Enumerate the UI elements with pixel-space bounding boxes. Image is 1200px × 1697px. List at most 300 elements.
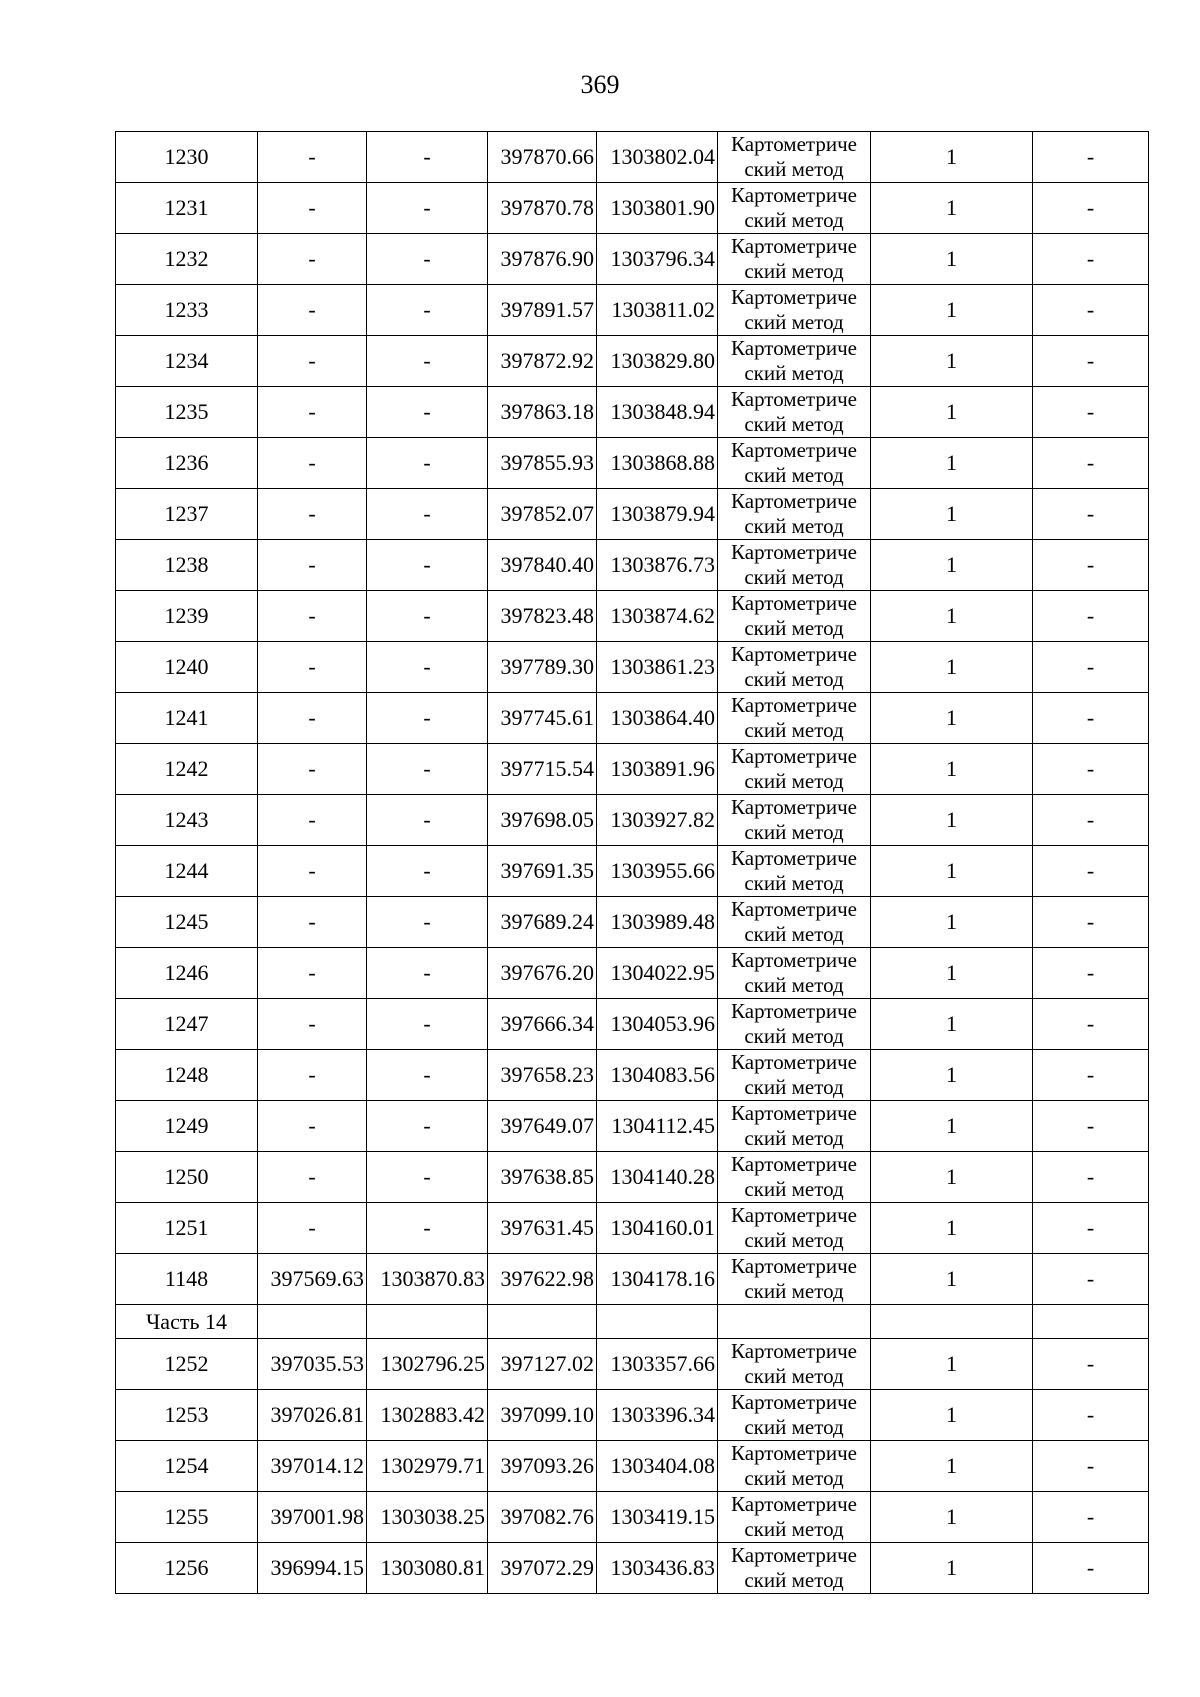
old-y-cell: -	[367, 1152, 488, 1203]
point-number-cell: 1230	[116, 132, 258, 183]
old-y-cell: -	[367, 489, 488, 540]
method-text-line: ский метод	[744, 361, 844, 385]
method-text-line: Картометриче	[731, 642, 857, 666]
method-text-line: ский метод	[744, 1364, 844, 1388]
new-y-cell: 1303989.48	[597, 897, 718, 948]
table-row	[116, 948, 1149, 999]
old-y-cell: -	[367, 693, 488, 744]
method-text-line: Картометриче	[731, 1203, 857, 1227]
description-cell: -	[1033, 897, 1149, 948]
table-row	[116, 1050, 1149, 1101]
method-cell	[718, 693, 871, 744]
old-y-cell: -	[367, 897, 488, 948]
method-text-line: Картометриче	[731, 1543, 857, 1567]
point-number-cell: 1250	[116, 1152, 258, 1203]
new-y-cell: 1303861.23	[597, 642, 718, 693]
accuracy-cell: 1	[871, 285, 1033, 336]
description-cell: -	[1033, 234, 1149, 285]
accuracy-cell: 1	[871, 540, 1033, 591]
accuracy-cell: 1	[871, 1441, 1033, 1492]
description-cell: -	[1033, 183, 1149, 234]
table-row	[116, 336, 1149, 387]
new-y-cell: 1304022.95	[597, 948, 718, 999]
method-text-line: ский метод	[744, 565, 844, 589]
table-row	[116, 1152, 1149, 1203]
point-number-cell: 1237	[116, 489, 258, 540]
method-text-line: ский метод	[744, 1075, 844, 1099]
method-text-line: ский метод	[744, 1024, 844, 1048]
method-text-line: Картометриче	[731, 540, 857, 564]
new-y-cell: 1303802.04	[597, 132, 718, 183]
old-y-cell: -	[367, 1101, 488, 1152]
method-text-line: Картометриче	[731, 387, 857, 411]
method-text-line: Картометриче	[731, 183, 857, 207]
method-text-line: Картометриче	[731, 234, 857, 258]
method-cell	[718, 132, 871, 183]
description-cell: -	[1033, 846, 1149, 897]
point-number-cell: 1253	[116, 1390, 258, 1441]
method-text-line: ский метод	[744, 1228, 844, 1252]
new-y-cell: 1303811.02	[597, 285, 718, 336]
page-number: 369	[580, 70, 620, 99]
method-cell	[718, 1203, 871, 1254]
method-text-line: ский метод	[744, 1126, 844, 1150]
old-x-cell: 397026.81	[258, 1390, 367, 1441]
method-cell	[718, 1390, 871, 1441]
accuracy-cell: 1	[871, 438, 1033, 489]
table-row	[116, 489, 1149, 540]
old-x-cell: 397001.98	[258, 1492, 367, 1543]
point-number-cell: 1239	[116, 591, 258, 642]
point-number-cell: 1252	[116, 1339, 258, 1390]
method-cell	[718, 540, 871, 591]
point-number-cell: 1233	[116, 285, 258, 336]
method-cell	[718, 336, 871, 387]
accuracy-cell: 1	[871, 387, 1033, 438]
method-text-line: ский метод	[744, 208, 844, 232]
point-number-cell: 1238	[116, 540, 258, 591]
old-x-cell: -	[258, 999, 367, 1050]
new-y-cell: 1303396.34	[597, 1390, 718, 1441]
empty-cell	[367, 1305, 488, 1339]
new-x-cell: 397676.20	[488, 948, 597, 999]
point-number-cell: 1246	[116, 948, 258, 999]
old-y-cell: -	[367, 1050, 488, 1101]
accuracy-cell: 1	[871, 897, 1033, 948]
old-y-cell: -	[367, 1203, 488, 1254]
method-text-line: ский метод	[744, 1177, 844, 1201]
table-row	[116, 285, 1149, 336]
method-text-line: Картометриче	[731, 132, 857, 156]
old-y-cell: -	[367, 132, 488, 183]
method-text-line: ский метод	[744, 1415, 844, 1439]
method-cell	[718, 591, 871, 642]
method-text-line: Картометриче	[731, 795, 857, 819]
method-text-line: Картометриче	[731, 1441, 857, 1465]
method-cell	[718, 387, 871, 438]
new-y-cell: 1303874.62	[597, 591, 718, 642]
method-text-line: ский метод	[744, 1279, 844, 1303]
accuracy-cell: 1	[871, 846, 1033, 897]
new-x-cell: 397745.61	[488, 693, 597, 744]
new-y-cell: 1303796.34	[597, 234, 718, 285]
point-number-cell: 1234	[116, 336, 258, 387]
method-cell	[718, 744, 871, 795]
accuracy-cell: 1	[871, 744, 1033, 795]
point-number-cell: 1254	[116, 1441, 258, 1492]
accuracy-cell: 1	[871, 489, 1033, 540]
old-x-cell: -	[258, 591, 367, 642]
new-y-cell: 1303864.40	[597, 693, 718, 744]
new-x-cell: 397823.48	[488, 591, 597, 642]
accuracy-cell: 1	[871, 1492, 1033, 1543]
table-row	[116, 1543, 1149, 1594]
new-y-cell: 1303891.96	[597, 744, 718, 795]
old-x-cell: -	[258, 846, 367, 897]
old-x-cell: -	[258, 285, 367, 336]
old-x-cell: -	[258, 1203, 367, 1254]
method-cell	[718, 1050, 871, 1101]
old-y-cell: -	[367, 234, 488, 285]
new-x-cell: 397649.07	[488, 1101, 597, 1152]
point-number-cell: 1235	[116, 387, 258, 438]
method-cell	[718, 1254, 871, 1305]
new-y-cell: 1303955.66	[597, 846, 718, 897]
method-cell	[718, 285, 871, 336]
old-y-cell: 1303080.81	[367, 1543, 488, 1594]
method-text-line: ский метод	[744, 157, 844, 181]
table-row	[116, 387, 1149, 438]
new-x-cell: 397127.02	[488, 1339, 597, 1390]
old-x-cell: 397014.12	[258, 1441, 367, 1492]
table-row	[116, 795, 1149, 846]
method-text-line: Картометриче	[731, 1339, 857, 1363]
old-y-cell: -	[367, 999, 488, 1050]
section-row	[116, 1305, 1149, 1339]
method-text-line: ский метод	[744, 616, 844, 640]
old-x-cell: -	[258, 693, 367, 744]
old-x-cell: -	[258, 897, 367, 948]
method-text-line: ский метод	[744, 1568, 844, 1592]
method-cell	[718, 642, 871, 693]
description-cell: -	[1033, 1339, 1149, 1390]
table-row	[116, 1492, 1149, 1543]
new-x-cell: 397876.90	[488, 234, 597, 285]
table-row	[116, 642, 1149, 693]
method-cell	[718, 234, 871, 285]
description-cell: -	[1033, 489, 1149, 540]
new-x-cell: 397870.66	[488, 132, 597, 183]
method-cell	[718, 183, 871, 234]
description-cell: -	[1033, 540, 1149, 591]
old-y-cell: -	[367, 591, 488, 642]
point-number-cell: 1231	[116, 183, 258, 234]
new-x-cell: 397715.54	[488, 744, 597, 795]
method-text-line: ский метод	[744, 820, 844, 844]
description-cell: -	[1033, 795, 1149, 846]
old-y-cell: -	[367, 387, 488, 438]
accuracy-cell: 1	[871, 234, 1033, 285]
table-row	[116, 1441, 1149, 1492]
new-x-cell: 397855.93	[488, 438, 597, 489]
method-text-line: ский метод	[744, 463, 844, 487]
new-x-cell: 397891.57	[488, 285, 597, 336]
table-row	[116, 897, 1149, 948]
old-x-cell: -	[258, 183, 367, 234]
table-row	[116, 1390, 1149, 1441]
point-number-cell: 1232	[116, 234, 258, 285]
method-text-line: ский метод	[744, 973, 844, 997]
accuracy-cell: 1	[871, 1203, 1033, 1254]
description-cell: -	[1033, 591, 1149, 642]
table-row	[116, 693, 1149, 744]
table-row	[116, 1203, 1149, 1254]
method-text-line: ский метод	[744, 871, 844, 895]
description-cell: -	[1033, 948, 1149, 999]
old-y-cell: 1303038.25	[367, 1492, 488, 1543]
description-cell: -	[1033, 336, 1149, 387]
new-y-cell: 1304140.28	[597, 1152, 718, 1203]
method-text-line: Картометриче	[731, 897, 857, 921]
table-row	[116, 234, 1149, 285]
old-x-cell: 397569.63	[258, 1254, 367, 1305]
point-number-cell: 1236	[116, 438, 258, 489]
method-text-line: ский метод	[744, 514, 844, 538]
point-number-cell: 1240	[116, 642, 258, 693]
accuracy-cell: 1	[871, 1390, 1033, 1441]
point-number-cell: 1242	[116, 744, 258, 795]
description-cell: -	[1033, 744, 1149, 795]
old-x-cell: -	[258, 489, 367, 540]
method-text-line: ский метод	[744, 1466, 844, 1490]
old-y-cell: 1302796.25	[367, 1339, 488, 1390]
method-text-line: ский метод	[744, 259, 844, 283]
new-y-cell: 1304112.45	[597, 1101, 718, 1152]
old-y-cell: 1303870.83	[367, 1254, 488, 1305]
table-row	[116, 132, 1149, 183]
empty-cell	[597, 1305, 718, 1339]
old-x-cell: -	[258, 1152, 367, 1203]
description-cell: -	[1033, 642, 1149, 693]
old-y-cell: -	[367, 438, 488, 489]
new-y-cell: 1304160.01	[597, 1203, 718, 1254]
table-row	[116, 999, 1149, 1050]
new-x-cell: 397789.30	[488, 642, 597, 693]
new-y-cell: 1303419.15	[597, 1492, 718, 1543]
point-number-cell: 1249	[116, 1101, 258, 1152]
new-y-cell: 1303357.66	[597, 1339, 718, 1390]
old-y-cell: -	[367, 540, 488, 591]
description-cell: -	[1033, 1254, 1149, 1305]
new-x-cell: 397689.24	[488, 897, 597, 948]
method-cell	[718, 1339, 871, 1390]
method-text-line: Картометриче	[731, 1050, 857, 1074]
new-x-cell: 397638.85	[488, 1152, 597, 1203]
method-cell	[718, 1543, 871, 1594]
method-text-line: Картометриче	[731, 438, 857, 462]
method-cell	[718, 846, 871, 897]
coordinates-table	[115, 131, 1149, 1594]
point-number-cell: 1256	[116, 1543, 258, 1594]
accuracy-cell: 1	[871, 948, 1033, 999]
method-text-line: ский метод	[744, 1517, 844, 1541]
accuracy-cell: 1	[871, 1152, 1033, 1203]
point-number-cell: 1241	[116, 693, 258, 744]
new-y-cell: 1303801.90	[597, 183, 718, 234]
new-x-cell: 397658.23	[488, 1050, 597, 1101]
accuracy-cell: 1	[871, 1543, 1033, 1594]
accuracy-cell: 1	[871, 132, 1033, 183]
method-text-line: Картометриче	[731, 1390, 857, 1414]
new-y-cell: 1304083.56	[597, 1050, 718, 1101]
old-x-cell: -	[258, 234, 367, 285]
old-x-cell: -	[258, 948, 367, 999]
new-x-cell: 397698.05	[488, 795, 597, 846]
old-x-cell: -	[258, 1050, 367, 1101]
point-number-cell: 1255	[116, 1492, 258, 1543]
new-x-cell: 397666.34	[488, 999, 597, 1050]
new-y-cell: 1303876.73	[597, 540, 718, 591]
new-x-cell: 397082.76	[488, 1492, 597, 1543]
old-x-cell: -	[258, 744, 367, 795]
new-y-cell: 1303868.88	[597, 438, 718, 489]
new-y-cell: 1303404.08	[597, 1441, 718, 1492]
method-text-line: Картометриче	[731, 336, 857, 360]
new-y-cell: 1303879.94	[597, 489, 718, 540]
old-x-cell: -	[258, 132, 367, 183]
method-text-line: Картометриче	[731, 591, 857, 615]
new-y-cell: 1303848.94	[597, 387, 718, 438]
method-text-line: ский метод	[744, 667, 844, 691]
accuracy-cell: 1	[871, 183, 1033, 234]
new-y-cell: 1303927.82	[597, 795, 718, 846]
method-text-line: Картометриче	[731, 1101, 857, 1125]
table-row	[116, 846, 1149, 897]
table-row	[116, 438, 1149, 489]
method-text-line: Картометриче	[731, 693, 857, 717]
point-number-cell: 1251	[116, 1203, 258, 1254]
method-text-line: Картометриче	[731, 846, 857, 870]
accuracy-cell: 1	[871, 1101, 1033, 1152]
old-y-cell: -	[367, 642, 488, 693]
new-y-cell: 1303436.83	[597, 1543, 718, 1594]
table-row	[116, 591, 1149, 642]
accuracy-cell: 1	[871, 1254, 1033, 1305]
method-cell	[718, 1152, 871, 1203]
method-cell	[718, 948, 871, 999]
table-row	[116, 1101, 1149, 1152]
accuracy-cell: 1	[871, 795, 1033, 846]
description-cell: -	[1033, 1203, 1149, 1254]
description-cell: -	[1033, 1441, 1149, 1492]
old-x-cell: -	[258, 795, 367, 846]
method-cell	[718, 1492, 871, 1543]
old-y-cell: 1302979.71	[367, 1441, 488, 1492]
accuracy-cell: 1	[871, 642, 1033, 693]
new-x-cell: 397631.45	[488, 1203, 597, 1254]
method-text-line: ский метод	[744, 769, 844, 793]
method-text-line: Картометриче	[731, 1492, 857, 1516]
old-x-cell: -	[258, 540, 367, 591]
method-cell	[718, 489, 871, 540]
description-cell: -	[1033, 1101, 1149, 1152]
accuracy-cell: 1	[871, 336, 1033, 387]
old-y-cell: 1302883.42	[367, 1390, 488, 1441]
point-number-cell: 1248	[116, 1050, 258, 1101]
new-x-cell: 397072.29	[488, 1543, 597, 1594]
accuracy-cell: 1	[871, 1050, 1033, 1101]
new-x-cell: 397872.92	[488, 336, 597, 387]
new-x-cell: 397870.78	[488, 183, 597, 234]
method-text-line: Картометриче	[731, 489, 857, 513]
accuracy-cell: 1	[871, 999, 1033, 1050]
empty-cell	[871, 1305, 1033, 1339]
old-x-cell: -	[258, 1101, 367, 1152]
old-y-cell: -	[367, 285, 488, 336]
description-cell: -	[1033, 285, 1149, 336]
accuracy-cell: 1	[871, 693, 1033, 744]
description-cell: -	[1033, 1492, 1149, 1543]
description-cell: -	[1033, 693, 1149, 744]
method-cell	[718, 438, 871, 489]
old-y-cell: -	[367, 795, 488, 846]
table-body	[116, 132, 1149, 1594]
description-cell: -	[1033, 132, 1149, 183]
method-cell	[718, 795, 871, 846]
table-row	[116, 744, 1149, 795]
table-row	[116, 1339, 1149, 1390]
new-x-cell: 397852.07	[488, 489, 597, 540]
new-y-cell: 1304053.96	[597, 999, 718, 1050]
method-cell	[718, 1441, 871, 1492]
description-cell: -	[1033, 387, 1149, 438]
new-x-cell: 397840.40	[488, 540, 597, 591]
method-text-line: Картометриче	[731, 1152, 857, 1176]
section-label: Часть 14	[116, 1305, 258, 1339]
old-x-cell: -	[258, 438, 367, 489]
description-cell: -	[1033, 999, 1149, 1050]
old-x-cell: -	[258, 336, 367, 387]
point-number-cell: 1245	[116, 897, 258, 948]
new-x-cell: 397863.18	[488, 387, 597, 438]
method-text-line: Картометриче	[731, 1254, 857, 1278]
new-x-cell: 397691.35	[488, 846, 597, 897]
old-x-cell: 396994.15	[258, 1543, 367, 1594]
old-y-cell: -	[367, 336, 488, 387]
method-text-line: Картометриче	[731, 999, 857, 1023]
method-text-line: Картометриче	[731, 948, 857, 972]
old-x-cell: -	[258, 387, 367, 438]
method-text-line: Картометриче	[731, 744, 857, 768]
accuracy-cell: 1	[871, 591, 1033, 642]
method-cell	[718, 897, 871, 948]
empty-cell	[718, 1305, 871, 1339]
old-y-cell: -	[367, 183, 488, 234]
method-text-line: ский метод	[744, 922, 844, 946]
old-y-cell: -	[367, 744, 488, 795]
point-number-cell: 1247	[116, 999, 258, 1050]
new-y-cell: 1304178.16	[597, 1254, 718, 1305]
new-x-cell: 397099.10	[488, 1390, 597, 1441]
method-text-line: ский метод	[744, 412, 844, 436]
method-text-line: ский метод	[744, 718, 844, 742]
description-cell: -	[1033, 438, 1149, 489]
method-text-line: ский метод	[744, 310, 844, 334]
new-x-cell: 397093.26	[488, 1441, 597, 1492]
method-cell	[718, 1101, 871, 1152]
accuracy-cell: 1	[871, 1339, 1033, 1390]
point-number-cell: 1148	[116, 1254, 258, 1305]
